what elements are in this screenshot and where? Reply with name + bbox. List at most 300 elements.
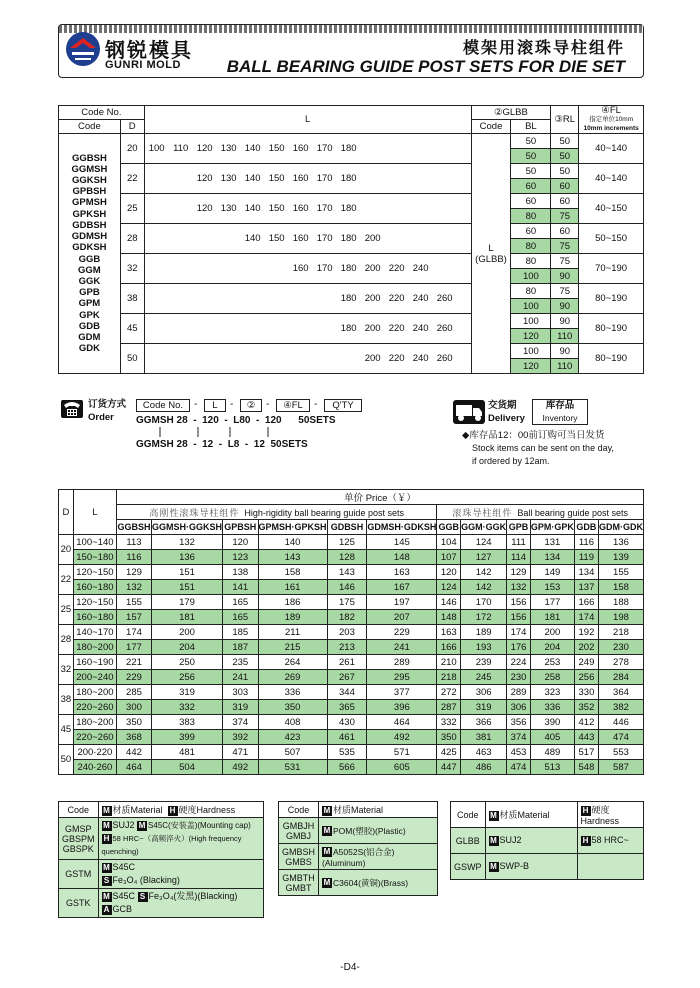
l-value: 180 xyxy=(340,293,357,304)
price-row xyxy=(59,565,644,580)
price-row xyxy=(59,670,644,685)
price-cell: 383 xyxy=(151,715,222,730)
price-cell: 210 xyxy=(437,655,461,670)
price-l: 120~150 xyxy=(73,565,116,580)
l-values xyxy=(144,314,471,344)
price-cell: 146 xyxy=(327,580,367,595)
price-cell: 104 xyxy=(437,535,461,550)
l-value: 160 xyxy=(292,173,309,184)
price-cell: 284 xyxy=(598,670,643,685)
bl-value: 80 xyxy=(511,209,551,224)
l-value xyxy=(145,293,169,304)
price-cell: 319 xyxy=(223,700,259,715)
l-value xyxy=(409,233,433,244)
group2-en: Ball bearing guide post sets xyxy=(517,507,628,518)
price-l: 180~200 xyxy=(73,715,116,730)
mat1-header xyxy=(98,802,263,818)
l-value xyxy=(337,353,361,364)
price-cell: 430 xyxy=(327,715,367,730)
price-cell: 142 xyxy=(461,580,507,595)
price-cell: 390 xyxy=(530,715,574,730)
spec-row xyxy=(59,344,644,359)
price-col-header: GGBSH xyxy=(116,520,151,535)
bl-header: BL xyxy=(511,120,551,134)
d-value: 32 xyxy=(120,254,144,284)
l-value: 260 xyxy=(436,293,453,304)
l-value xyxy=(145,233,169,244)
rl-header: ③RL xyxy=(551,106,579,134)
l-value xyxy=(289,353,313,364)
price-cell: 230 xyxy=(507,670,531,685)
price-cell: 179 xyxy=(151,595,222,610)
l-value: 150 xyxy=(268,173,285,184)
bl-value: 60 xyxy=(511,179,551,194)
l-value: 220 xyxy=(388,353,405,364)
l-value xyxy=(169,203,193,214)
l-values xyxy=(144,344,471,374)
price-cell: 229 xyxy=(367,625,437,640)
price-cell: 356 xyxy=(507,715,531,730)
price-l: 100~140 xyxy=(73,535,116,550)
l-value: 200 xyxy=(364,353,381,364)
spec-table xyxy=(58,105,644,374)
d-value: 25 xyxy=(120,194,144,224)
l-value xyxy=(193,233,217,244)
l-value xyxy=(145,323,169,334)
price-row xyxy=(59,640,644,655)
price-cell: 289 xyxy=(367,655,437,670)
price-cell: 571 xyxy=(367,745,437,760)
mat1-hardness-label: 硬度Hardness xyxy=(178,805,236,815)
mat3-row2-code: GSWP xyxy=(451,854,486,880)
m-marker: M xyxy=(490,835,497,845)
price-cell: 155 xyxy=(598,565,643,580)
price-cell: 197 xyxy=(367,595,437,610)
d-value: 45 xyxy=(120,314,144,344)
price-row xyxy=(59,550,644,565)
material-table-posts xyxy=(58,801,264,918)
l-value xyxy=(193,353,217,364)
price-d-header: D xyxy=(59,490,74,535)
code-item: GGK xyxy=(78,275,101,287)
fl-value: 40~150 xyxy=(579,194,644,224)
price-cell: 204 xyxy=(530,640,574,655)
price-cell: 319 xyxy=(461,700,507,715)
price-cell: 156 xyxy=(507,610,531,625)
price-cell: 408 xyxy=(258,715,327,730)
l-value: 220 xyxy=(388,263,405,274)
l-value xyxy=(217,263,241,274)
price-cell: 306 xyxy=(507,700,531,715)
l-value: 260 xyxy=(436,353,453,364)
spec-row xyxy=(59,194,644,209)
spec-row xyxy=(59,224,644,239)
bl-value: 50 xyxy=(511,164,551,179)
price-cell: 249 xyxy=(574,655,598,670)
order-box-code: Code No. xyxy=(136,399,190,412)
price-cell: 446 xyxy=(598,715,643,730)
price-cell: 120 xyxy=(223,535,259,550)
delivery-section xyxy=(450,397,650,477)
l-value: 180 xyxy=(340,323,357,334)
price-cell: 405 xyxy=(530,730,574,745)
price-cell: 319 xyxy=(151,685,222,700)
price-cell: 241 xyxy=(223,670,259,685)
price-cell: 153 xyxy=(530,580,574,595)
l-value xyxy=(145,203,169,214)
d-value: 22 xyxy=(120,164,144,194)
price-cell: 368 xyxy=(116,730,151,745)
l-grid xyxy=(145,323,471,334)
mat2-material-label: 材质Material xyxy=(333,805,384,815)
l-value xyxy=(385,233,409,244)
order-label xyxy=(88,398,126,424)
l-header: L xyxy=(144,106,471,134)
price-cell: 463 xyxy=(461,745,507,760)
price-cell: 140 xyxy=(258,535,327,550)
mat1-row1-m1: SUJ2 xyxy=(112,820,135,830)
l-value: 170 xyxy=(316,263,333,274)
mat1-row1-m2: S45C(安装盖)(Mounting cap) xyxy=(148,821,251,830)
l-value: 130 xyxy=(220,143,237,154)
price-cell: 269 xyxy=(258,670,327,685)
l-value xyxy=(241,293,265,304)
price-row xyxy=(59,655,644,670)
bl-value: 100 xyxy=(511,269,551,284)
stock-badge xyxy=(532,399,588,425)
price-cell: 211 xyxy=(258,625,327,640)
code-item: GGB xyxy=(78,253,101,265)
price-cell: 566 xyxy=(327,760,367,775)
price-cell: 489 xyxy=(530,745,574,760)
l-value: 150 xyxy=(268,203,285,214)
mat2-material xyxy=(319,870,438,896)
l-value xyxy=(169,263,193,274)
bl-value: 50 xyxy=(511,149,551,164)
price-l: 120~150 xyxy=(73,595,116,610)
price-cell: 131 xyxy=(530,535,574,550)
price-l: 160~180 xyxy=(73,580,116,595)
price-l: 200·220 xyxy=(73,745,116,760)
l-value xyxy=(241,323,265,334)
l-value xyxy=(433,143,457,154)
m-marker: M xyxy=(323,805,331,815)
mat1-row3 xyxy=(98,889,263,918)
price-cell: 374 xyxy=(507,730,531,745)
price-d: 22 xyxy=(59,565,74,595)
glbb-header: ②GLBB xyxy=(471,106,551,120)
l-value xyxy=(433,173,457,184)
bl-value: 100 xyxy=(511,299,551,314)
price-l-header: L xyxy=(73,490,116,535)
price-cell: 139 xyxy=(598,550,643,565)
price-cell: 256 xyxy=(151,670,222,685)
l-values xyxy=(144,194,471,224)
price-cell: 119 xyxy=(574,550,598,565)
price-cell: 192 xyxy=(574,625,598,640)
rl-value: 60 xyxy=(551,179,579,194)
price-cell: 605 xyxy=(367,760,437,775)
rl-value: 75 xyxy=(551,254,579,269)
bl-value: 120 xyxy=(511,329,551,344)
price-cell: 332 xyxy=(151,700,222,715)
price-l: 180~200 xyxy=(73,640,116,655)
price-cell: 587 xyxy=(598,760,643,775)
bl-value: 60 xyxy=(511,194,551,209)
price-cell: 107 xyxy=(437,550,461,565)
fl-note-cn: 指定单位10mm xyxy=(589,116,634,123)
l-values xyxy=(144,284,471,314)
h-marker: H xyxy=(102,834,112,844)
page-title-en: BALL BEARING GUIDE POST SETS FOR DIE SET xyxy=(226,57,625,76)
l-value xyxy=(289,323,313,334)
price-cell: 188 xyxy=(598,595,643,610)
price-cell: 113 xyxy=(116,535,151,550)
l-value xyxy=(169,293,193,304)
price-cell: 453 xyxy=(507,745,531,760)
price-cell: 136 xyxy=(151,550,222,565)
price-cell: 132 xyxy=(151,535,222,550)
price-cell: 412 xyxy=(574,715,598,730)
gunri-logo-icon xyxy=(65,31,101,67)
price-cell: 481 xyxy=(151,745,222,760)
price-cell: 124 xyxy=(437,580,461,595)
l-value xyxy=(265,353,289,364)
price-cell: 264 xyxy=(258,655,327,670)
l-value: 150 xyxy=(268,143,285,154)
price-cell: 123 xyxy=(223,550,259,565)
d-header: D xyxy=(120,120,144,134)
bl-value: 100 xyxy=(511,344,551,359)
m-marker: M xyxy=(103,820,110,830)
mat2-material-value: C3604(黄铜)(Brass) xyxy=(333,877,409,888)
price-cell: 129 xyxy=(507,565,531,580)
delivery-note-en-1: Stock items can be sent on the day, xyxy=(472,443,614,453)
price-d: 38 xyxy=(59,685,74,715)
h-marker: H xyxy=(581,836,591,846)
mat1-material-label: 材质Material xyxy=(112,805,163,815)
price-cell: 461 xyxy=(327,730,367,745)
price-cell: 553 xyxy=(598,745,643,760)
price-l: 200~240 xyxy=(73,670,116,685)
l-value: 240 xyxy=(412,353,429,364)
l-value: 240 xyxy=(412,323,429,334)
mat3-row2-m-val: SWP-B xyxy=(499,861,530,872)
code-list xyxy=(59,134,121,374)
price-cell: 230 xyxy=(598,640,643,655)
code-item: GDBSH xyxy=(72,219,107,231)
order-label-cn: 订货方式 xyxy=(88,399,127,410)
l-value xyxy=(409,173,433,184)
l-value: 130 xyxy=(220,173,237,184)
l-value: 180 xyxy=(340,263,357,274)
l-value xyxy=(193,263,217,274)
price-cell: 365 xyxy=(327,700,367,715)
rl-value: 90 xyxy=(551,299,579,314)
mat3-hardness-header xyxy=(577,802,643,828)
order-box-fl: ④FL xyxy=(276,399,310,412)
price-cell: 167 xyxy=(367,580,437,595)
price-cell: 396 xyxy=(367,700,437,715)
l-value: 170 xyxy=(316,233,333,244)
mat2-material xyxy=(319,818,438,844)
price-cell: 157 xyxy=(116,610,151,625)
l-value xyxy=(193,293,217,304)
code-item: GDM xyxy=(78,331,101,343)
mat1-row2-s: Fe₃O₄ (Blacking) xyxy=(112,875,180,885)
price-cell: 120 xyxy=(437,565,461,580)
price-cell: 366 xyxy=(461,715,507,730)
price-cell: 146 xyxy=(437,595,461,610)
mat2-row xyxy=(279,818,438,844)
spec-row xyxy=(59,284,644,299)
page-number: -D4- xyxy=(340,962,360,973)
mat1-row2-m: S45C xyxy=(112,862,136,872)
s-marker: S xyxy=(138,892,148,902)
code-item: GGBSH xyxy=(71,152,107,164)
price-cell: 425 xyxy=(437,745,461,760)
material-table-bushings xyxy=(278,801,438,896)
mat3-row1-m-val: SUJ2 xyxy=(499,835,522,846)
code-item: GDB xyxy=(78,320,100,332)
l-value xyxy=(169,173,193,184)
mat3-row2-m xyxy=(485,854,577,880)
brand-name-en: GUNRI MOLD xyxy=(105,59,181,71)
price-cell: 332 xyxy=(437,715,461,730)
price-col-header: GGM·GGK xyxy=(461,520,507,535)
l-value xyxy=(217,293,241,304)
price-cell: 116 xyxy=(574,535,598,550)
l-value: 120 xyxy=(196,203,213,214)
price-row xyxy=(59,745,644,760)
price-row xyxy=(59,610,644,625)
fl-note-en: 10mm increments xyxy=(583,125,639,132)
l-grid xyxy=(145,233,471,244)
l-value: 200 xyxy=(364,263,381,274)
price-cell: 285 xyxy=(116,685,151,700)
l-value xyxy=(265,263,289,274)
price-cell: 198 xyxy=(598,610,643,625)
rl-value: 110 xyxy=(551,329,579,344)
mat2-header xyxy=(319,802,438,818)
spec-row xyxy=(59,164,644,179)
l-value: 140 xyxy=(244,173,261,184)
price-row xyxy=(59,535,644,550)
l-value xyxy=(313,293,337,304)
price-cell: 352 xyxy=(574,700,598,715)
price-cell: 229 xyxy=(116,670,151,685)
price-row xyxy=(59,580,644,595)
price-col-header: GGMSH·GGKSH xyxy=(151,520,222,535)
l-value xyxy=(361,143,385,154)
l-value xyxy=(385,143,409,154)
code-item: GGKSH xyxy=(71,175,107,187)
price-cell: 174 xyxy=(116,625,151,640)
price-cell: 235 xyxy=(223,655,259,670)
d-value: 50 xyxy=(120,344,144,374)
price-cell: 245 xyxy=(461,670,507,685)
price-col-header: GDB xyxy=(574,520,598,535)
code-item: GGM xyxy=(78,264,101,276)
mat1-row3-s: Fe₃O₄(发黑)(Blacking) xyxy=(148,891,238,901)
truck-icon xyxy=(452,399,486,425)
fl-label: ④FL xyxy=(601,105,621,116)
rl-value: 75 xyxy=(551,239,579,254)
price-cell: 241 xyxy=(367,640,437,655)
price-cell: 143 xyxy=(327,565,367,580)
price-cell: 392 xyxy=(223,730,259,745)
price-cell: 151 xyxy=(151,565,222,580)
price-cell: 336 xyxy=(530,700,574,715)
price-cell: 166 xyxy=(437,640,461,655)
l-value: 150 xyxy=(268,233,285,244)
price-cell: 134 xyxy=(574,565,598,580)
l-value: 220 xyxy=(388,293,405,304)
l-value: 120 xyxy=(196,143,213,154)
l-value xyxy=(433,263,457,274)
code-header: Code xyxy=(59,120,121,134)
price-cell: 142 xyxy=(461,565,507,580)
group-ball-bearing xyxy=(437,505,644,520)
price-cell: 151 xyxy=(151,580,222,595)
fl-value: 80~190 xyxy=(579,314,644,344)
l-values xyxy=(144,224,471,254)
l-value: 200 xyxy=(364,323,381,334)
price-d: 45 xyxy=(59,715,74,745)
page-title-cn: 模架用滚珠导柱组件 xyxy=(462,38,625,57)
mat2-code: GMBSH GMBS xyxy=(279,844,319,870)
price-d: 50 xyxy=(59,745,74,775)
bl-value: 80 xyxy=(511,284,551,299)
m-marker: M xyxy=(323,847,331,857)
m-marker: M xyxy=(490,810,497,820)
price-cell: 267 xyxy=(327,670,367,685)
mat2-code: GMBTH GMBT xyxy=(279,870,319,896)
price-row xyxy=(59,625,644,640)
fl-value: 40~140 xyxy=(579,164,644,194)
bl-value: 100 xyxy=(511,314,551,329)
price-cell: 177 xyxy=(530,595,574,610)
spec-row xyxy=(59,314,644,329)
price-cell: 278 xyxy=(598,655,643,670)
rl-value: 50 xyxy=(551,164,579,179)
price-cell: 443 xyxy=(574,730,598,745)
price-row xyxy=(59,715,644,730)
price-cell: 129 xyxy=(116,565,151,580)
l-value: 180 xyxy=(340,233,357,244)
mat3-row2-h xyxy=(577,854,643,880)
rl-value: 90 xyxy=(551,344,579,359)
delivery-note xyxy=(462,429,662,468)
mat1-row1-h: 58 HRC~（高频淬火）(High frequency quenching) xyxy=(101,834,242,856)
mat1-row1-code: GMSP GBSPM GBSPK xyxy=(59,818,99,860)
price-cell: 350 xyxy=(116,715,151,730)
price-cell: 138 xyxy=(223,565,259,580)
price-cell: 163 xyxy=(437,625,461,640)
price-cell: 513 xyxy=(530,760,574,775)
delivery-label-cn: 交货期 xyxy=(488,400,517,411)
price-cell: 423 xyxy=(258,730,327,745)
price-col-header: GDMSH·GDKSH xyxy=(367,520,437,535)
glbb-code xyxy=(471,134,511,374)
material-table-glbb xyxy=(450,801,644,880)
spec-row xyxy=(59,134,644,149)
price-l: 240·260 xyxy=(73,760,116,775)
delivery-label-en: Delivery xyxy=(488,413,525,424)
price-cell: 148 xyxy=(367,550,437,565)
l-value xyxy=(265,323,289,334)
m-marker: M xyxy=(103,891,110,901)
